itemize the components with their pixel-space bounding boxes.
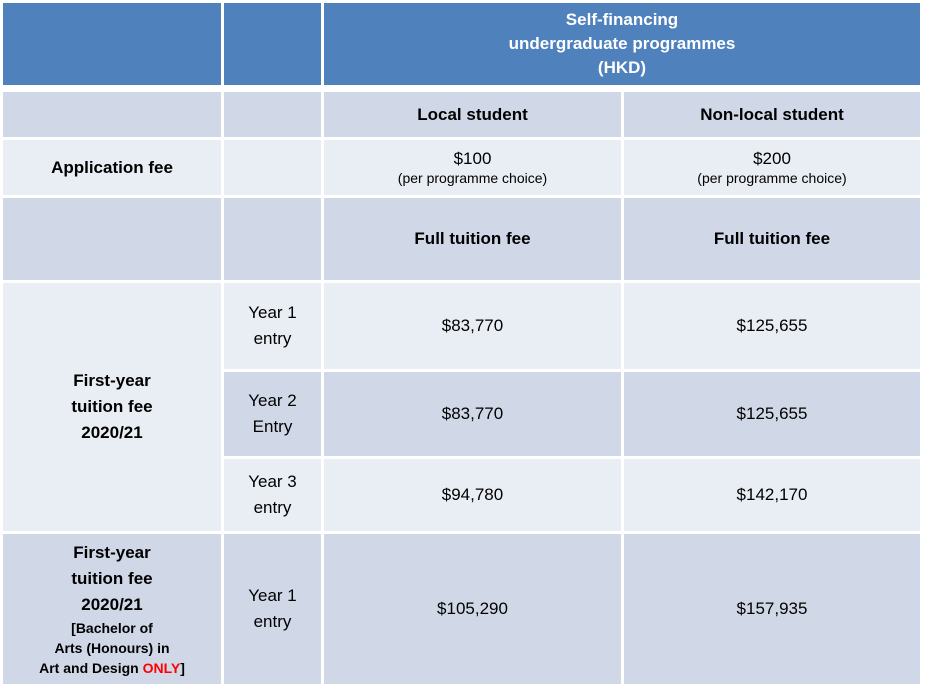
application-fee-nonlocal bbox=[624, 140, 920, 195]
entry-line2: entry bbox=[253, 329, 292, 348]
section2-label-line2: tuition fee bbox=[71, 569, 153, 588]
entry-line2: entry bbox=[253, 498, 292, 517]
fee-nonlocal: $125,655 bbox=[736, 404, 808, 423]
application-fee-label-cell bbox=[3, 140, 221, 195]
fee-nonlocal: $125,655 bbox=[736, 316, 808, 335]
header-corner-cell-1 bbox=[3, 3, 221, 85]
section1-label-line1: First-year bbox=[73, 371, 151, 390]
blank-cell bbox=[3, 198, 221, 280]
section2-note-prefix: Art and Design bbox=[39, 660, 143, 676]
fee-cell-nonlocal bbox=[624, 534, 920, 684]
application-fee-nonlocal-note: (per programme choice) bbox=[697, 169, 847, 186]
fee-cell-local bbox=[324, 372, 621, 456]
column-header-local-label: Local student bbox=[417, 104, 528, 124]
entry-cell bbox=[224, 534, 321, 684]
fee-local: $83,770 bbox=[441, 316, 504, 335]
entry-line2: entry bbox=[253, 612, 292, 631]
entry-cell bbox=[224, 459, 321, 531]
entry-line1: Year 2 bbox=[248, 391, 297, 410]
section2-note-suffix: ] bbox=[180, 660, 185, 676]
entry-line2: Entry bbox=[252, 417, 293, 436]
entry-line1: Year 1 bbox=[248, 586, 297, 605]
full-tuition-header-local-label: Full tuition fee bbox=[414, 229, 531, 248]
application-fee-nonlocal-amount: $200 bbox=[753, 148, 791, 168]
section2-note-emphasis: ONLY bbox=[142, 660, 181, 676]
section2-label-line3: 2020/21 bbox=[81, 595, 143, 614]
fee-nonlocal: $157,935 bbox=[736, 599, 808, 618]
header-corner-cell-2 bbox=[224, 3, 321, 85]
fee-cell-local bbox=[324, 283, 621, 369]
section1-label-cell bbox=[3, 283, 221, 531]
blank-cell bbox=[3, 92, 221, 137]
full-tuition-header-nonlocal-label: Full tuition fee bbox=[713, 229, 831, 248]
full-tuition-header-nonlocal bbox=[624, 198, 920, 280]
section2-note-line1: [Bachelor of bbox=[71, 620, 153, 636]
application-fee-local bbox=[324, 140, 621, 195]
entry-cell bbox=[224, 283, 321, 369]
full-tuition-header-local bbox=[324, 198, 621, 280]
fee-nonlocal: $142,170 bbox=[736, 485, 808, 504]
header-title-line2: undergraduate programmes bbox=[508, 34, 736, 53]
header-title-line1: Self-financing bbox=[565, 10, 679, 29]
column-header-nonlocal-label: Non-local student bbox=[700, 104, 844, 124]
entry-cell bbox=[224, 372, 321, 456]
section2-label-cell bbox=[3, 534, 221, 684]
column-header-nonlocal bbox=[624, 92, 920, 137]
fee-local: $94,780 bbox=[441, 485, 504, 504]
fee-cell-nonlocal bbox=[624, 459, 920, 531]
header-title bbox=[324, 3, 920, 85]
application-fee-local-amount: $100 bbox=[453, 148, 492, 168]
fee-cell-local bbox=[324, 459, 621, 531]
blank-cell bbox=[224, 198, 321, 280]
column-header-local bbox=[324, 92, 621, 137]
section1-label-line2: tuition fee bbox=[71, 397, 153, 416]
entry-line1: Year 3 bbox=[248, 472, 297, 491]
section1-label-line3: 2020/21 bbox=[81, 423, 143, 442]
application-fee-local-note: (per programme choice) bbox=[397, 169, 548, 186]
fee-cell-nonlocal bbox=[624, 283, 920, 369]
header-title-line3: (HKD) bbox=[597, 58, 647, 77]
blank-cell bbox=[224, 140, 321, 195]
fee-cell-local bbox=[324, 534, 621, 684]
blank-cell bbox=[224, 92, 321, 137]
section2-note-line2: Arts (Honours) in bbox=[54, 640, 170, 656]
fee-local: $83,770 bbox=[441, 404, 504, 423]
application-fee-label: Application fee bbox=[51, 157, 173, 177]
section2-note-line3 bbox=[39, 658, 185, 678]
fee-local: $105,290 bbox=[437, 599, 508, 618]
entry-line1: Year 1 bbox=[248, 303, 297, 322]
fee-cell-nonlocal bbox=[624, 372, 920, 456]
section2-label-line1: First-year bbox=[73, 543, 151, 562]
